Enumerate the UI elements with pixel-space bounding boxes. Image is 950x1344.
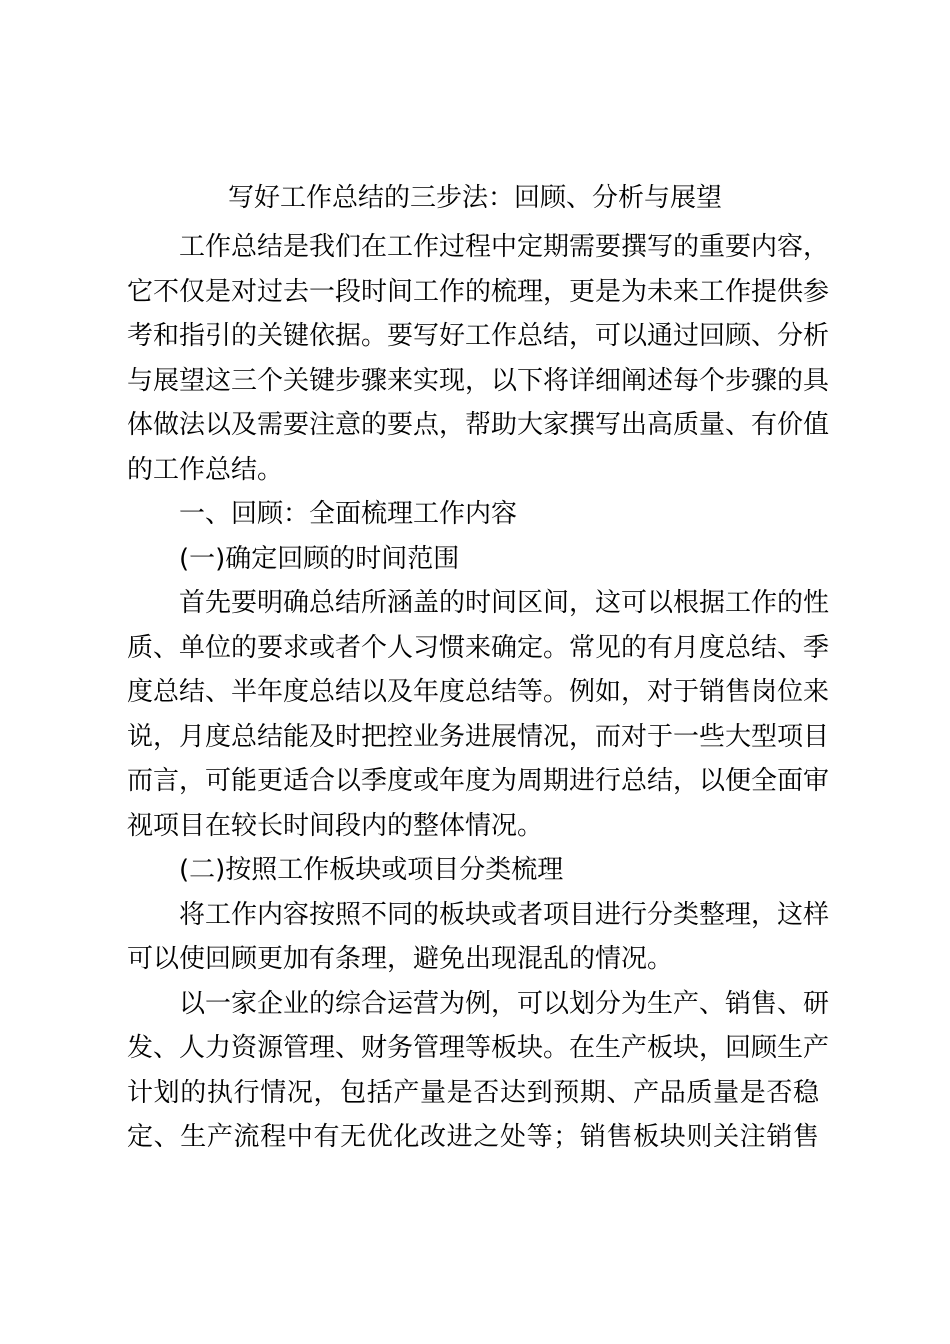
- text-line: 它不仅是对过去一段时间工作的梳理，更是为未来工作提供参: [127, 276, 830, 307]
- text-line: 与展望这三个关键步骤来实现，以下将详细阐述每个步骤的具: [127, 365, 830, 396]
- text-line: 工作总结是我们在工作过程中定期需要撰写的重要内容，: [179, 232, 830, 262]
- text-line: 以一家企业的综合运营为例，可以划分为生产、销售、研: [179, 988, 830, 1019]
- text-line: 的工作总结。: [127, 454, 284, 485]
- document-title: 写好工作总结的三步法：回顾、分析与展望: [227, 183, 722, 213]
- text-line: (二)按照工作板块或项目分类梳理: [179, 855, 564, 885]
- text-line: 体做法以及需要注意的要点，帮助大家撰写出高质量、有价值: [127, 410, 830, 440]
- text-line: 一、回顾：全面梳理工作内容: [179, 499, 518, 529]
- text-line: 定、生产流程中有无优化改进之处等；销售板块则关注销售: [127, 1122, 819, 1152]
- text-line: 度总结、半年度总结以及年度总结等。例如，对于销售岗位来: [127, 677, 830, 707]
- text-line: 说，月度总结能及时把控业务进展情况，而对于一些大型项目: [127, 721, 830, 752]
- text-line: 将工作内容按照不同的板块或者项目进行分类整理，这样: [179, 899, 830, 930]
- text-line: 发、人力资源管理、财务管理等板块。在生产板块，回顾生产: [127, 1033, 830, 1063]
- document-body: [127, 225, 830, 1160]
- text-line: 质、单位的要求或者个人习惯来确定。常见的有月度总结、季: [127, 632, 830, 663]
- text-line: 考和指引的关键依据。要写好工作总结，可以通过回顾、分析: [127, 321, 830, 351]
- text-line: (一)确定回顾的时间范围: [179, 543, 460, 574]
- text-line: 而言，可能更适合以季度或年度为周期进行总结，以便全面审: [127, 766, 830, 796]
- text-line: 计划的执行情况，包括产量是否达到预期、产品质量是否稳: [127, 1077, 819, 1108]
- text-line: 首先要明确总结所涵盖的时间区间，这可以根据工作的性: [179, 588, 830, 618]
- text-line: 视项目在较长时间段内的整体情况。: [127, 810, 544, 841]
- text-line: 可以使回顾更加有条理，避免出现混乱的情况。: [127, 944, 674, 974]
